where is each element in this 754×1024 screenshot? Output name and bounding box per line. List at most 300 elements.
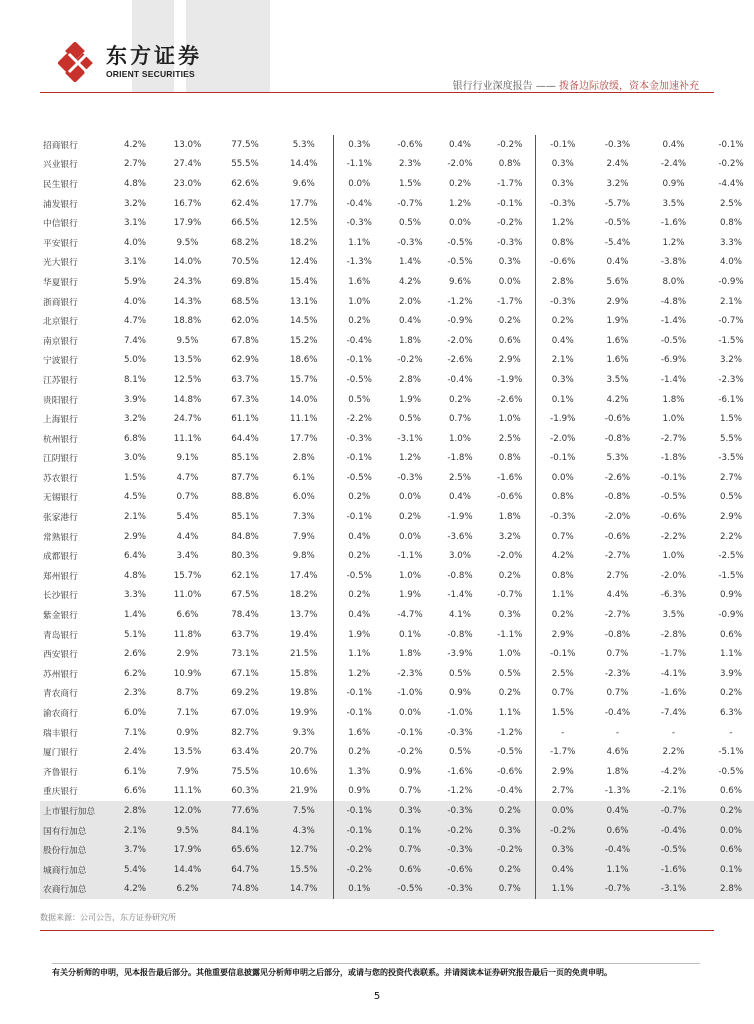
value-cell: 9.1% — [176, 453, 199, 464]
value-cell: 17.9% — [173, 218, 202, 229]
bank-name-cell: 瑞丰银行 — [43, 728, 78, 739]
value-cell: -2.0% — [660, 570, 687, 581]
table-row — [40, 566, 754, 586]
value-cell: 7.5% — [275, 801, 333, 821]
value-cell: 3.1% — [123, 257, 147, 268]
value-cell: -1.1% — [497, 629, 523, 640]
value-cell: -2.4% — [660, 159, 687, 170]
value-cell: 3.4% — [176, 551, 199, 562]
value-cell: 1.5% — [123, 472, 147, 483]
value-cell: 6.1% — [292, 472, 315, 483]
table-row — [40, 272, 754, 292]
value-cell: 6.6% — [176, 610, 199, 621]
brand-name-cn: 东方证券 — [106, 44, 202, 68]
value-cell: -1.5% — [718, 570, 744, 581]
value-cell: 4.8% — [123, 570, 147, 581]
report-category: 银行行业深度报告 — [452, 81, 533, 92]
value-cell: -0.1% — [535, 135, 590, 155]
value-cell: 0.4% — [590, 801, 645, 821]
value-cell: 21.9% — [289, 786, 318, 797]
bank-name-cell: 浦发银行 — [43, 199, 78, 210]
value-cell: -0.1% — [333, 351, 385, 371]
value-cell: 3.2% — [123, 414, 147, 425]
value-cell: 1.2% — [535, 213, 590, 233]
value-cell: 9.6% — [448, 276, 472, 287]
value-cell: 0.7% — [606, 649, 629, 660]
value-cell: -2.3% — [718, 374, 744, 385]
value-cell: 2.8% — [398, 374, 422, 385]
value-cell: 4.3% — [275, 821, 333, 841]
value-cell: 18.6% — [289, 355, 318, 366]
value-cell: -0.9% — [718, 610, 744, 621]
value-cell: 1.1% — [498, 708, 521, 719]
value-cell: 0.7% — [606, 688, 629, 699]
bank-name-cell: 常熟银行 — [43, 532, 78, 543]
value-cell: -2.6% — [604, 472, 631, 483]
company-logo — [58, 42, 202, 82]
value-cell: 1.0% — [448, 433, 472, 444]
bank-name-cell: 紫金银行 — [43, 611, 78, 622]
value-cell: 0.0% — [398, 708, 422, 719]
value-cell: -1.1% — [397, 551, 423, 562]
value-cell: 0.3% — [498, 257, 521, 268]
value-cell: -0.1% — [718, 139, 744, 150]
value-cell: 2.3% — [123, 688, 147, 699]
value-cell: -1.9% — [497, 374, 523, 385]
value-cell: 2.7% — [606, 570, 629, 581]
bank-name-cell: 华夏银行 — [43, 277, 78, 288]
table-row — [40, 155, 754, 175]
value-cell: 4.6% — [606, 747, 629, 758]
value-cell: -0.5% — [447, 237, 473, 248]
value-cell: 5.4% — [110, 860, 160, 880]
value-cell: 0.2% — [333, 546, 385, 566]
value-cell: -0.2% — [497, 139, 523, 150]
value-cell: 4.8% — [123, 178, 147, 189]
value-cell: -0.1% — [660, 472, 687, 483]
value-cell: 0.7% — [535, 684, 590, 704]
value-cell: -1.4% — [660, 316, 687, 327]
value-cell: 1.6% — [606, 355, 629, 366]
value-cell: 9.8% — [292, 551, 315, 562]
value-cell: 3.5% — [662, 198, 685, 209]
value-cell: -0.3% — [333, 213, 385, 233]
value-cell: 8.7% — [176, 688, 199, 699]
value-cell: 0.3% — [535, 840, 590, 860]
value-cell: 3.3% — [123, 590, 147, 601]
value-cell: -0.7% — [497, 590, 523, 601]
value-cell: -1.3% — [333, 253, 385, 273]
value-cell: 9.6% — [292, 178, 315, 189]
value-cell: 11.0% — [173, 590, 202, 601]
value-cell: 24.7% — [173, 414, 202, 425]
value-cell: -5.1% — [718, 747, 744, 758]
value-cell: -1.6% — [497, 472, 523, 483]
value-cell: 1.1% — [719, 649, 743, 660]
value-cell: -0.2% — [333, 860, 385, 880]
value-cell: 0.4% — [333, 527, 385, 547]
value-cell: 0.3% — [333, 135, 385, 155]
bank-name-cell: 长沙银行 — [43, 591, 78, 602]
value-cell: 0.6% — [719, 629, 743, 640]
value-cell: 2.8% — [702, 880, 754, 900]
value-cell: 0.2% — [448, 178, 472, 189]
value-cell: -1.0% — [447, 708, 473, 719]
bank-name-cell: 中信银行 — [43, 219, 78, 230]
bank-name-cell: 厦门银行 — [43, 748, 78, 759]
value-cell: 11.1% — [173, 786, 202, 797]
value-cell: -0.7% — [718, 316, 744, 327]
value-cell: 0.2% — [485, 860, 535, 880]
bank-name-cell: 张家港行 — [43, 513, 78, 524]
value-cell: -1.2% — [447, 296, 473, 307]
value-cell: -0.4% — [645, 821, 702, 841]
value-cell: 1.0% — [662, 551, 685, 562]
value-cell: 19.9% — [289, 708, 318, 719]
value-cell: -0.4% — [604, 708, 631, 719]
value-cell: 55.5% — [231, 159, 259, 170]
value-cell: 1.9% — [333, 625, 385, 645]
value-cell: -0.2% — [397, 355, 423, 366]
value-cell: 15.2% — [289, 335, 318, 346]
value-cell: -0.3% — [447, 727, 473, 738]
value-cell: -2.5% — [718, 551, 744, 562]
value-cell: 0.2% — [448, 394, 472, 405]
value-cell: - — [615, 727, 620, 738]
value-cell: 0.1% — [333, 880, 385, 900]
value-cell: 70.5% — [231, 257, 259, 268]
value-cell: -0.2% — [397, 747, 423, 758]
value-cell: 5.5% — [719, 433, 743, 444]
value-cell: 1.9% — [398, 394, 422, 405]
value-cell: 14.7% — [275, 880, 333, 900]
value-cell: 0.4% — [535, 860, 590, 880]
value-cell: 2.9% — [719, 512, 743, 523]
value-cell: 0.9% — [662, 178, 685, 189]
value-cell: -0.5% — [718, 766, 744, 777]
value-cell: -0.5% — [645, 840, 702, 860]
value-cell: 14.0% — [289, 394, 318, 405]
value-cell: -1.2% — [447, 786, 473, 797]
bank-name-cell: 南京银行 — [43, 336, 78, 347]
value-cell: 15.7% — [289, 374, 318, 385]
value-cell: -2.1% — [660, 786, 687, 797]
value-cell: 1.2% — [333, 664, 385, 684]
value-cell: 2.1% — [535, 351, 590, 371]
bank-name-cell: 民生银行 — [43, 179, 78, 190]
value-cell: 13.0% — [173, 139, 202, 150]
value-cell: 7.3% — [292, 512, 315, 523]
value-cell: -6.9% — [660, 355, 687, 366]
bank-name-cell: 苏州银行 — [43, 669, 78, 680]
value-cell: 6.3% — [719, 708, 743, 719]
value-cell: 0.2% — [498, 570, 521, 581]
value-cell: 2.4% — [606, 159, 629, 170]
value-cell: 17.7% — [289, 198, 318, 209]
value-cell: 1.5% — [535, 703, 590, 723]
value-cell: 0.7% — [385, 840, 435, 860]
value-cell: -1.5% — [718, 335, 744, 346]
value-cell: 4.4% — [606, 590, 629, 601]
value-cell: -7.4% — [660, 708, 687, 719]
value-cell: 1.8% — [662, 394, 685, 405]
value-cell: 2.8% — [292, 453, 315, 464]
value-cell: -1.9% — [447, 512, 473, 523]
value-cell: -2.3% — [397, 668, 423, 679]
brand-name-en: ORIENT SECURITIES — [106, 69, 195, 79]
bank-name-cell: 光大银行 — [43, 258, 78, 269]
value-cell: - — [535, 723, 590, 743]
value-cell: 13.1% — [289, 296, 318, 307]
page-number: 5 — [373, 991, 381, 1002]
value-cell: -0.3% — [435, 801, 485, 821]
value-cell: 18.8% — [173, 316, 202, 327]
table-row — [40, 527, 754, 547]
value-cell: 12.5% — [289, 218, 318, 229]
value-cell: -1.7% — [497, 178, 523, 189]
bank-name-cell: 浙商银行 — [43, 297, 78, 308]
aggregate-row — [40, 821, 754, 841]
value-cell: 0.5% — [333, 390, 385, 410]
value-cell: 63.7% — [231, 374, 259, 385]
value-cell: -1.6% — [660, 688, 687, 699]
value-cell: 3.2% — [123, 198, 147, 209]
value-cell: 1.2% — [398, 453, 422, 464]
footer-disclaimer: 有关分析师的申明，见本报告最后部分。其他重要信息披露见分析师申明之后部分，或请与您的投资代表联系。并请阅读本证券研究报告最后一页的免责申明。 — [52, 968, 612, 977]
value-cell: 2.9% — [498, 355, 521, 366]
value-cell: 69.2% — [231, 688, 259, 699]
value-cell: -3.8% — [660, 257, 687, 268]
value-cell: 5.1% — [123, 629, 147, 640]
table-row — [40, 449, 754, 469]
value-cell: 0.4% — [606, 257, 629, 268]
value-cell: -1.6% — [447, 766, 473, 777]
value-cell: -0.6% — [660, 512, 687, 523]
table-row — [40, 233, 754, 253]
value-cell: 7.4% — [123, 335, 147, 346]
value-cell: 6.0% — [123, 708, 147, 719]
table-row — [40, 703, 754, 723]
value-cell: 14.5% — [289, 316, 318, 327]
bank-name-cell: 农商行加总 — [40, 880, 110, 900]
value-cell: -0.1% — [333, 507, 385, 527]
value-cell: 0.0% — [448, 218, 472, 229]
value-cell: - — [671, 727, 676, 738]
value-cell: -0.1% — [535, 449, 590, 469]
value-cell: 2.2% — [719, 531, 743, 542]
value-cell: 0.4% — [448, 139, 472, 150]
value-cell: 6.2% — [160, 880, 215, 900]
value-cell: 0.1% — [398, 629, 422, 640]
value-cell: 0.9% — [719, 590, 743, 601]
value-cell: 1.8% — [606, 766, 629, 777]
table-row — [40, 331, 754, 351]
value-cell: -3.9% — [447, 649, 473, 660]
value-cell: 2.5% — [498, 433, 521, 444]
report-subtitle: 拨备边际放缓，资本金加速补充 — [559, 81, 699, 92]
value-cell: -1.7% — [660, 649, 687, 660]
value-cell: 0.4% — [662, 139, 685, 150]
value-cell: -2.0% — [604, 512, 631, 523]
value-cell: -0.9% — [447, 316, 473, 327]
value-cell: -0.8% — [604, 629, 631, 640]
value-cell: 14.4% — [289, 159, 318, 170]
value-cell: 3.7% — [110, 840, 160, 860]
value-cell: 2.1% — [719, 296, 743, 307]
table-row — [40, 311, 754, 331]
value-cell: 2.6% — [123, 649, 147, 660]
value-cell: 82.7% — [231, 727, 259, 738]
value-cell: 0.0% — [535, 801, 590, 821]
value-cell: 17.4% — [289, 570, 318, 581]
value-cell: 0.2% — [333, 311, 385, 331]
value-cell: -0.1% — [333, 703, 385, 723]
value-cell: 9.5% — [176, 237, 199, 248]
value-cell: 27.4% — [173, 159, 202, 170]
value-cell: -4.8% — [660, 296, 687, 307]
value-cell: 14.3% — [173, 296, 202, 307]
value-cell: -1.0% — [397, 688, 423, 699]
value-cell: - — [729, 727, 733, 738]
value-cell: 5.4% — [176, 512, 199, 523]
value-cell: 0.0% — [398, 492, 422, 503]
aggregate-row — [40, 840, 754, 860]
value-cell: 19.8% — [289, 688, 318, 699]
value-cell: 88.8% — [231, 492, 259, 503]
value-cell: -5.7% — [604, 198, 631, 209]
bank-name-cell: 江苏银行 — [43, 375, 78, 386]
value-cell: 2.1% — [123, 512, 147, 523]
value-cell: -2.3% — [604, 668, 631, 679]
value-cell: 2.5% — [535, 664, 590, 684]
value-cell: 3.2% — [719, 355, 743, 366]
value-cell: 0.4% — [535, 331, 590, 351]
value-cell: 0.6% — [702, 840, 754, 860]
value-cell: -0.5% — [333, 468, 385, 488]
header-divider — [40, 92, 714, 93]
bank-name-cell: 平安银行 — [43, 238, 78, 249]
value-cell: 4.7% — [176, 472, 199, 483]
value-cell: -3.6% — [447, 531, 473, 542]
value-cell: 0.5% — [448, 668, 472, 679]
value-cell: -3.1% — [397, 433, 423, 444]
bank-name-cell: 齐鲁银行 — [43, 767, 78, 778]
value-cell: -0.1% — [397, 727, 423, 738]
header-dash: —— — [535, 81, 556, 92]
value-cell: 1.2% — [448, 198, 472, 209]
table-row — [40, 782, 754, 802]
value-cell: -0.3% — [604, 139, 631, 150]
value-cell: 0.7% — [485, 880, 535, 900]
bank-name-cell: 江阴银行 — [43, 454, 78, 465]
value-cell: 3.5% — [662, 610, 685, 621]
value-cell: 1.1% — [333, 644, 385, 664]
value-cell: 9.5% — [160, 821, 215, 841]
value-cell: 21.5% — [289, 649, 318, 660]
value-cell: 1.3% — [333, 762, 385, 782]
value-cell: -6.3% — [660, 590, 687, 601]
value-cell: 1.6% — [333, 723, 385, 743]
table-row — [40, 586, 754, 606]
bank-name-cell: 成都银行 — [43, 552, 78, 563]
value-cell: 3.9% — [123, 394, 147, 405]
value-cell: -1.4% — [660, 374, 687, 385]
value-cell: 1.8% — [498, 512, 521, 523]
bank-name-cell: 上海银行 — [43, 415, 78, 426]
value-cell: 1.0% — [333, 292, 385, 312]
value-cell: 0.2% — [535, 311, 590, 331]
value-cell: 1.1% — [535, 880, 590, 900]
value-cell: 0.3% — [485, 821, 535, 841]
value-cell: -0.5% — [447, 257, 473, 268]
value-cell: -1.6% — [660, 218, 687, 229]
value-cell: 85.1% — [231, 512, 259, 523]
bank-name-cell: 青岛银行 — [43, 630, 78, 641]
value-cell: 0.9% — [448, 688, 472, 699]
value-cell: 7.1% — [176, 708, 199, 719]
report-header-title — [453, 77, 699, 92]
value-cell: 4.0% — [719, 257, 743, 268]
aggregate-row — [40, 801, 754, 821]
value-cell: -1.8% — [447, 453, 473, 464]
value-cell: -0.3% — [535, 507, 590, 527]
value-cell: -0.5% — [660, 335, 687, 346]
value-cell: 15.5% — [275, 860, 333, 880]
table-row — [40, 664, 754, 684]
value-cell: -2.2% — [660, 531, 687, 542]
value-cell: 69.8% — [231, 276, 259, 287]
bank-name-cell: 国有行加总 — [40, 821, 110, 841]
value-cell: 2.7% — [123, 159, 147, 170]
value-cell: 67.1% — [231, 668, 259, 679]
bank-name-cell: 无锡银行 — [43, 493, 78, 504]
value-cell: -0.1% — [497, 198, 523, 209]
value-cell: -0.1% — [333, 821, 385, 841]
value-cell: -0.1% — [333, 684, 385, 704]
value-cell: -2.0% — [535, 429, 590, 449]
value-cell: 10.9% — [173, 668, 202, 679]
table-row — [40, 174, 754, 194]
value-cell: -5.4% — [604, 237, 631, 248]
value-cell: -0.6% — [397, 139, 423, 150]
value-cell: 12.4% — [289, 257, 318, 268]
value-cell: 20.7% — [289, 747, 318, 758]
value-cell: 1.1% — [535, 586, 590, 606]
value-cell: 2.0% — [398, 296, 422, 307]
value-cell: 15.7% — [173, 570, 202, 581]
value-cell: 5.3% — [606, 453, 629, 464]
value-cell: -0.2% — [333, 840, 385, 860]
value-cell: 1.0% — [398, 570, 422, 581]
value-cell: 5.9% — [123, 276, 147, 287]
value-cell: 0.0% — [498, 276, 521, 287]
table-row — [40, 507, 754, 527]
value-cell: 4.2% — [606, 394, 629, 405]
value-cell: 0.9% — [398, 766, 422, 777]
value-cell: 8.1% — [123, 374, 147, 385]
value-cell: 7.9% — [176, 766, 199, 777]
value-cell: 1.0% — [498, 414, 521, 425]
value-cell: -4.2% — [660, 766, 687, 777]
value-cell: -1.7% — [535, 742, 590, 762]
value-cell: 18.2% — [289, 237, 318, 248]
value-cell: -0.2% — [535, 821, 590, 841]
value-cell: 0.2% — [333, 742, 385, 762]
value-cell: -1.9% — [535, 409, 590, 429]
value-cell: 0.4% — [448, 492, 472, 503]
aggregate-row — [40, 880, 754, 900]
value-cell: 13.7% — [289, 610, 318, 621]
